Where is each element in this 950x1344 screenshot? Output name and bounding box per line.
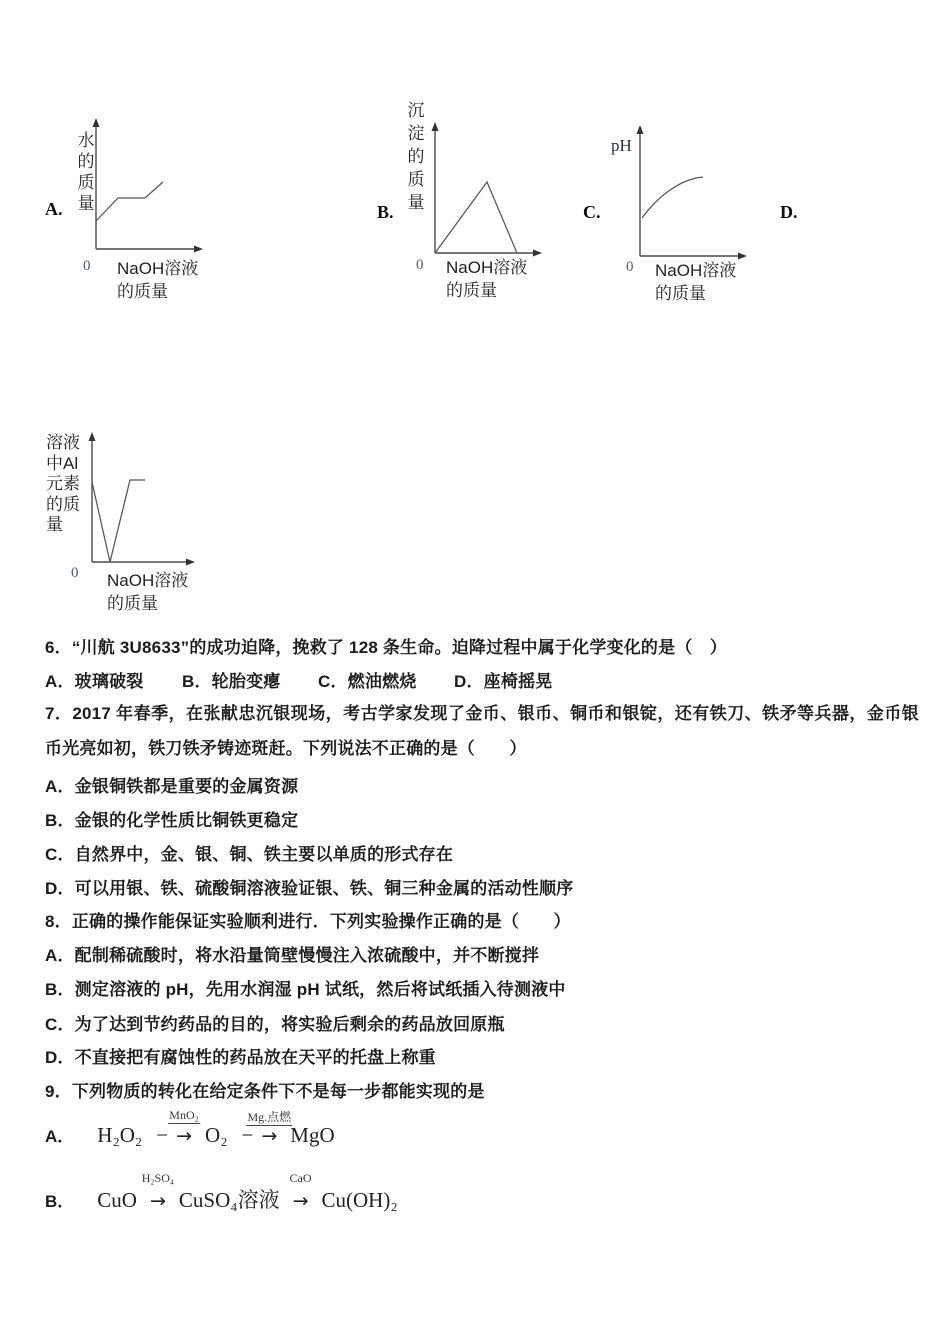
- right-arrow-icon: →: [176, 1125, 193, 1147]
- option-c-letter: C.: [583, 202, 601, 222]
- chart-b-y-axis-label: 沉淀的质量: [407, 101, 425, 212]
- reaction-condition-mg-ignite: Mg.点燃: [247, 1110, 292, 1124]
- chart-c-x-axis-label: [655, 259, 736, 305]
- chart-b-y-axis-arrow-icon: [432, 122, 439, 131]
- formula-cuo: CuO: [97, 1188, 137, 1212]
- question-7-option-a: A．金银铜铁都是重要的金属资源: [45, 777, 299, 796]
- chart-d-curve: [92, 480, 145, 562]
- chart-c-y-axis-label: pH: [611, 136, 632, 155]
- chart-a-x-axis-arrow-icon: [194, 246, 203, 253]
- question-8-stem: 8．正确的操作能保证实验顺利进行．下列实验操作正确的是（ ）: [45, 912, 571, 931]
- chart-d-y-axis-label-line4: 的质: [46, 494, 80, 514]
- question-7-option-b: B．金银的化学性质比铜铁更稳定: [45, 811, 299, 830]
- reaction-arrow-mg-ignite: [247, 1110, 292, 1148]
- chart-b-x-axis-label: [446, 256, 527, 302]
- chart-c-plot: [632, 126, 754, 264]
- chart-a-y-axis-label: 水的质量: [77, 131, 95, 213]
- chart-c-x-axis-label-line1: NaOH溶液: [655, 261, 737, 280]
- chart-d-y-axis-label-line3: 元素: [46, 474, 80, 493]
- chart-d-x-axis-label-line2: 的质量: [107, 594, 158, 613]
- option-b-letter: B.: [377, 202, 394, 222]
- question-7-option-c: C．自然界中，金、银、铜、铁主要以单质的形式存在: [45, 845, 454, 864]
- chart-d-origin-label: 0: [71, 565, 79, 581]
- chart-c-y-axis-arrow-icon: [637, 126, 644, 134]
- question-9-stem: 9．下列物质的转化在给定条件下不是每一步都能实现的是: [45, 1082, 485, 1101]
- reaction-arrow-h2so4: [141, 1171, 175, 1213]
- question-8-option-a: A．配制稀硫酸时，将水沿量筒壁慢慢注入浓硫酸中，并不断搅拌: [45, 946, 540, 965]
- chart-a-curve: [96, 182, 163, 221]
- chart-d-x-axis-arrow-icon: [186, 559, 195, 566]
- chart-a-x-axis-label-line2: 的质量: [117, 282, 168, 301]
- right-arrow-icon: →: [261, 1125, 278, 1147]
- chart-b-x-axis-label-line2: 的质量: [446, 281, 497, 300]
- question-8-option-d: D．不直接把有腐蚀性的药品放在天平的托盘上称重: [45, 1048, 436, 1067]
- chart-c-curve: [642, 177, 703, 218]
- reaction-arrow-cao: [289, 1171, 312, 1213]
- question-8-option-b: B．测定溶液的 pH，先用水润湿 pH 试纸，然后将试纸插入待测液中: [45, 980, 566, 999]
- chart-b-x-axis-label-line1: NaOH溶液: [446, 258, 528, 277]
- formula-cuoh2: Cu(OH)₂: [321, 1188, 398, 1212]
- question-6-option-b: B．轮胎变瘪: [182, 672, 281, 691]
- question-6-stem: 6．“川航 3U8633”的成功迫降，挽救了 128 条生命。迫降过程中属于化学变化的是（ ）: [45, 638, 727, 657]
- chart-b-curve: [435, 182, 517, 253]
- question-8-option-c: C．为了达到节约药品的目的，将实验后剩余的药品放回原瓶: [45, 1015, 505, 1034]
- right-arrow-icon: →: [149, 1190, 166, 1212]
- question-6-option-c: C．燃油燃烧: [318, 672, 417, 691]
- question-9-option-b: [45, 1171, 405, 1214]
- chart-d-plot: [84, 432, 202, 570]
- formula-h2o2: H₂O₂: [97, 1123, 143, 1147]
- chart-c-x-axis-label-line2: 的质量: [655, 284, 706, 303]
- question-7-option-d: D．可以用银、铁、硫酸铜溶液验证银、铁、铜三种金属的活动性顺序: [45, 879, 574, 898]
- question-9-option-a-label: A．: [45, 1127, 75, 1146]
- formula-mgo: MgO: [290, 1123, 335, 1147]
- chart-a-y-axis-arrow-icon: [93, 118, 100, 127]
- reaction-arrow-mno2: [169, 1108, 199, 1148]
- reaction-dash-2: −: [241, 1123, 254, 1147]
- chart-a-origin-label: 0: [83, 258, 91, 274]
- chart-a-x-axis-label: [117, 257, 198, 303]
- question-7-stem: 7．2017 年春季，在张献忠沉银现场，考古学家发现了金币、银币、铜币和银锭，还有铁刀、铁矛等兵器，金币银币光亮如初，铁刀铁矛铸迹斑赶。下列说法不正确的是（ ）: [45, 704, 919, 758]
- chart-d-x-axis-label: [107, 569, 188, 615]
- reaction-condition-cao: CaO: [289, 1171, 312, 1185]
- chart-a-plot: [88, 118, 206, 254]
- formula-cuso4-solution: CuSO₄溶液: [178, 1188, 280, 1212]
- chart-d-y-axis-label: [46, 433, 80, 536]
- question-9-option-b-label: B．: [45, 1192, 75, 1211]
- chart-c-x-axis-arrow-icon: [738, 253, 747, 260]
- right-arrow-icon: →: [292, 1190, 309, 1212]
- option-a-letter: A.: [45, 199, 63, 219]
- chart-d-y-axis-arrow-icon: [89, 432, 96, 441]
- chart-a-x-axis-label-line1: NaOH溶液: [117, 259, 199, 278]
- reaction-condition-h2so4: H₂SO₄: [141, 1171, 175, 1185]
- formula-o2: O₂: [205, 1123, 228, 1147]
- chart-d-y-axis-label-line5: 量: [46, 515, 63, 534]
- chart-d-y-axis-label-line2: 中Al: [46, 453, 79, 473]
- option-d-letter: D.: [780, 202, 798, 222]
- reaction-dash-1: −: [156, 1123, 169, 1147]
- chart-d-x-axis-label-line1: NaOH溶液: [107, 571, 189, 590]
- chart-c-origin-label: 0: [626, 259, 634, 275]
- question-6-option-a: A．玻璃破裂: [45, 672, 144, 691]
- chart-b-x-axis-arrow-icon: [533, 250, 542, 257]
- chart-b-origin-label: 0: [416, 257, 424, 273]
- reaction-condition-mno2: MnO₂: [169, 1108, 199, 1122]
- question-9-option-a: [45, 1108, 342, 1148]
- chart-d-y-axis-label-line1: 溶液: [46, 433, 80, 452]
- question-6-option-d: D．座椅摇晃: [454, 672, 553, 691]
- chart-b-plot: [427, 122, 545, 260]
